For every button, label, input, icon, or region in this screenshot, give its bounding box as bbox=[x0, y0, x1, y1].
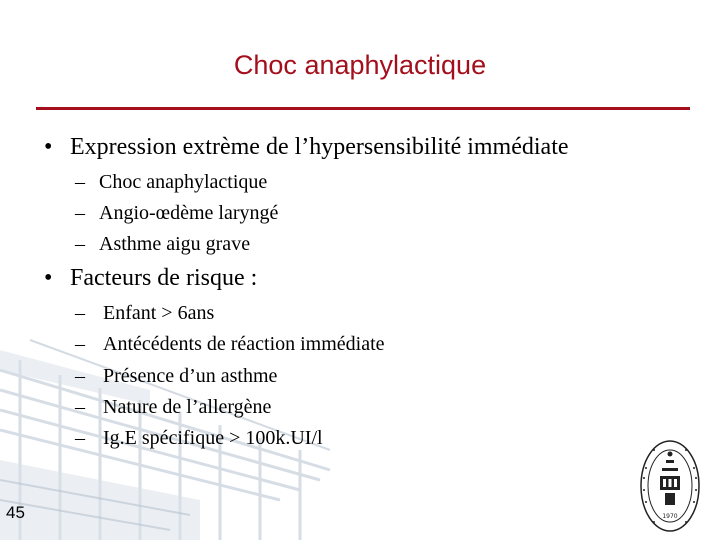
sub-item-text: Asthme aigu grave bbox=[99, 233, 251, 255]
sub-item bbox=[75, 427, 323, 450]
dash-icon: – bbox=[75, 202, 85, 224]
sub-item-text: Choc anaphylactique bbox=[99, 171, 268, 193]
dash-icon: – bbox=[75, 396, 85, 418]
bullet-text: Expression extrème de l’hypersensibilité immédiate bbox=[70, 134, 569, 160]
sub-item-text: Présence d’un asthme bbox=[103, 365, 278, 387]
university-seal-icon bbox=[638, 438, 702, 534]
sub-item bbox=[75, 365, 277, 388]
seal-year: 1970 bbox=[662, 513, 678, 520]
dash-icon: – bbox=[75, 233, 85, 255]
sub-item-text: Enfant > 6ans bbox=[103, 302, 215, 324]
sub-item bbox=[75, 233, 250, 256]
dash-icon: – bbox=[75, 333, 85, 355]
dash-icon: – bbox=[75, 427, 85, 449]
bullet-dot-icon: • bbox=[44, 134, 53, 160]
sub-item-text: Antécédents de réaction immédiate bbox=[103, 333, 385, 355]
dash-icon: – bbox=[75, 365, 85, 387]
sub-item-text: Ig.E spécifique > 100k.UI/l bbox=[103, 427, 323, 449]
sub-item bbox=[75, 171, 267, 194]
bullet-item bbox=[44, 134, 569, 161]
sub-item bbox=[75, 202, 278, 225]
sub-item-text: Angio-œdème laryngé bbox=[99, 202, 279, 224]
slide-title: Choc anaphylactique bbox=[233, 50, 487, 80]
sub-item bbox=[75, 302, 214, 325]
bullet-item bbox=[44, 265, 257, 292]
sub-item bbox=[75, 396, 271, 419]
page-number: 45 bbox=[6, 503, 25, 522]
dash-icon: – bbox=[75, 302, 85, 324]
sub-item-text: Nature de l’allergène bbox=[103, 396, 272, 418]
sub-item bbox=[75, 333, 385, 356]
bullet-dot-icon: • bbox=[44, 265, 53, 291]
dash-icon: – bbox=[75, 171, 85, 193]
title-divider bbox=[36, 107, 690, 110]
bullet-text: Facteurs de risque : bbox=[70, 265, 258, 291]
